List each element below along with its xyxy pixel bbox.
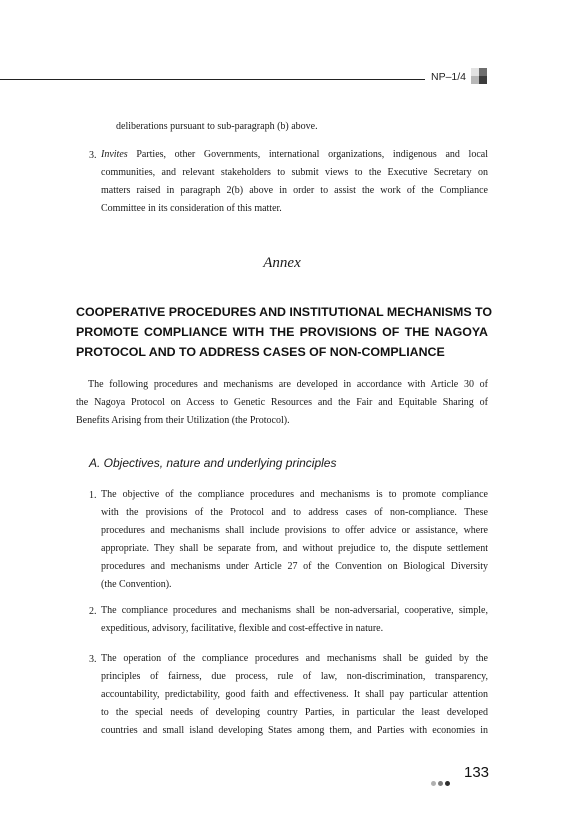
paragraph-number: 3.	[89, 654, 97, 665]
intro-line: Benefits Arising from their Utilization (the Protocol).	[76, 415, 290, 426]
intro-paragraph	[76, 380, 488, 426]
paragraph-line: (the Convention).	[101, 579, 172, 590]
intro-line: The following procedures and mechanisms are developed in accordance with Article 30 of	[88, 379, 488, 390]
footer-dot	[431, 781, 436, 786]
paragraph-line: The operation of the compliance procedures and mechanisms shall be guided by the	[101, 653, 488, 664]
paragraph-line: procedures and mechanisms under Article 27 of the Convention on Biological Diversity	[101, 561, 488, 572]
paragraph-line: expeditious, advisory, facilitative, flexible and cost-effective in nature.	[101, 623, 384, 634]
main-heading-line: COOPERATIVE PROCEDURES AND INSTITUTIONAL MECHANISMS TO	[76, 305, 493, 319]
paragraph-line: accountability, predictability, good faith and effectiveness. It shall pay particular attention	[101, 689, 488, 700]
invites-italic: Invites	[101, 149, 128, 160]
paragraph-line: principles of fairness, due process, rule of law, non-discrimination, transparency,	[101, 671, 488, 682]
main-heading-line: PROTOCOL AND TO ADDRESS CASES OF NON-COMPLIANCE	[76, 345, 445, 359]
document-code: NP–1/4	[431, 71, 467, 83]
paragraph-line: The compliance procedures and mechanisms shall be non-adversarial, cooperative, simple,	[101, 605, 488, 616]
paragraph-line: with the provisions of the Protocol and to address cases of non-compliance. These	[101, 507, 488, 518]
footer-dots-icon	[431, 773, 452, 791]
annex-paragraph-2	[101, 606, 488, 634]
paragraph-line: procedures and mechanisms shall include provisions to offer advice or assistance, where	[101, 525, 488, 536]
header-rule	[0, 79, 425, 80]
paragraph-first-line: Invites Parties, other Governments, international organizations, indigenous and local	[101, 149, 488, 160]
paragraph-number: 1.	[89, 490, 97, 501]
paragraph-line: to the special needs of developing country Parties, in particular the least developed	[101, 707, 488, 718]
annex-title: Annex	[263, 255, 301, 271]
annex-paragraph-1	[101, 490, 488, 590]
paragraph-line: matters raised in paragraph 2(b) above in order to assist the work of the Compliance	[101, 185, 488, 196]
main-heading-line: PROMOTE COMPLIANCE WITH THE PROVISIONS OF THE NAGOYA	[76, 325, 488, 339]
paragraph-number: 3.	[89, 150, 97, 161]
paragraph-line: Committee in its consideration of this matter.	[101, 203, 282, 214]
footer-dot	[445, 781, 450, 786]
paragraph-line: appropriate. They shall be separate from, and without prejudice to, the dispute settlement	[101, 543, 488, 554]
paragraph-line: communities, and relevant stakeholders to submit views to the Executive Secretary on	[101, 167, 488, 178]
decision-paragraph-3	[101, 150, 488, 214]
paragraph-line: countries and small island developing States among them, and Parties with economies in	[101, 725, 488, 736]
footer-dot	[438, 781, 443, 786]
annex-paragraph-3	[101, 654, 488, 736]
header-squares-icon	[471, 68, 487, 84]
continuation-text: deliberations pursuant to sub-paragraph (b) above.	[116, 121, 318, 132]
section-a-heading: A. Objectives, nature and underlying principles	[89, 456, 337, 470]
page-number: 133	[464, 764, 490, 781]
intro-line: the Nagoya Protocol on Access to Genetic Resources and the Fair and Equitable Sharing of	[76, 397, 488, 408]
paragraph-number: 2.	[89, 606, 97, 617]
paragraph-line: The objective of the compliance procedures and mechanisms is to promote compliance	[101, 489, 488, 500]
